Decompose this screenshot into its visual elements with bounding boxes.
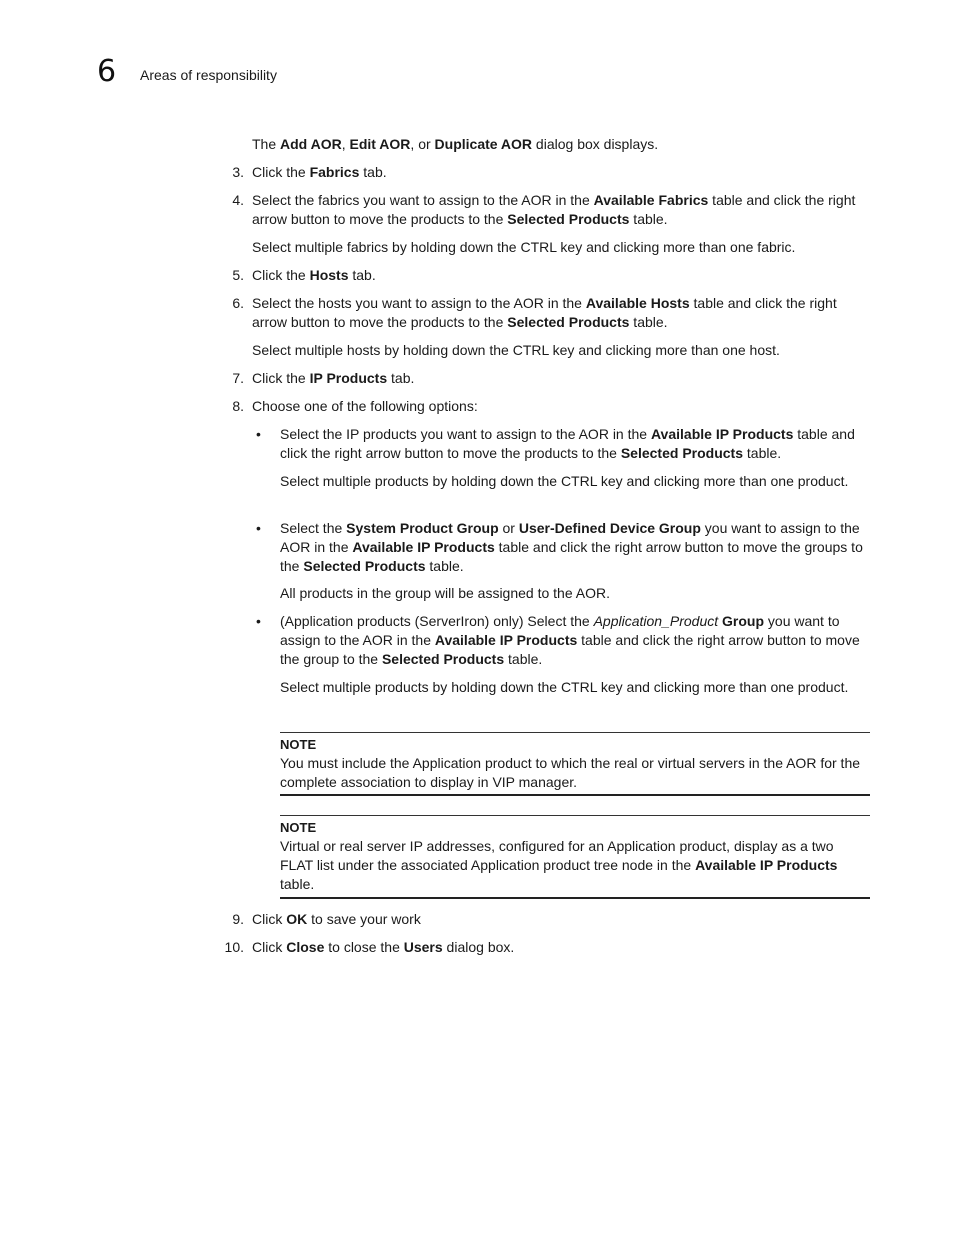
step-number: 4. bbox=[232, 192, 244, 208]
step-text: Click the Fabrics tab. bbox=[252, 164, 387, 180]
step-number: 7. bbox=[232, 370, 244, 386]
ui-term: OK bbox=[286, 911, 308, 927]
step-number: 6. bbox=[232, 295, 244, 311]
bullet-symbol: • bbox=[256, 426, 261, 442]
note-box-1 bbox=[280, 732, 870, 796]
ui-term: Duplicate AOR bbox=[434, 136, 533, 152]
ui-term: Available Fabrics bbox=[593, 192, 709, 208]
step-6-detail: Select multiple hosts by holding down the CTRL key and clicking more than one host. bbox=[252, 342, 780, 358]
chapter-number: 6 bbox=[97, 54, 117, 89]
option-3-detail: Select multiple products by holding down the CTRL key and clicking more than one product. bbox=[280, 679, 849, 695]
note-text: You must include the Application product to which the real or virtual servers in the AOR for the complete association to display in VIP manager. bbox=[280, 755, 861, 790]
bullet-text: (Application products (ServerIron) only) Select the Application_Product Group you want to assign to the AOR in the Available IP Products table and click the right arrow button to move the group to the Selected Products table. bbox=[280, 613, 860, 667]
ui-term: System Product Group bbox=[346, 520, 499, 536]
step-number: 5. bbox=[232, 267, 244, 283]
italic-term: Application_Product bbox=[593, 613, 719, 629]
intro-paragraph: The Add AOR, Edit AOR, or Duplicate AOR dialog box displays. bbox=[252, 136, 659, 152]
step-text: Click the IP Products tab. bbox=[252, 370, 415, 386]
note-label: NOTE bbox=[280, 820, 317, 835]
ui-term: Group bbox=[722, 613, 765, 629]
ui-term: Users bbox=[403, 939, 443, 955]
ui-term: Available IP Products bbox=[434, 632, 578, 648]
ui-term: Edit AOR bbox=[349, 136, 411, 152]
step-text: Choose one of the following options: bbox=[252, 398, 478, 414]
ui-term: IP Products bbox=[309, 370, 388, 386]
bullet-symbol: • bbox=[256, 520, 261, 536]
chapter-title: Areas of responsibility bbox=[140, 67, 277, 83]
ui-term: Selected Products bbox=[507, 314, 630, 330]
note-label: NOTE bbox=[280, 737, 317, 752]
ui-term: Selected Products bbox=[381, 651, 505, 667]
ui-term: Selected Products bbox=[507, 211, 630, 227]
step-number: 9. bbox=[232, 911, 244, 927]
ui-term: Fabrics bbox=[309, 164, 360, 180]
ui-term: User-Defined Device Group bbox=[518, 520, 701, 536]
step-4-detail: Select multiple fabrics by holding down the CTRL key and clicking more than one fabric. bbox=[252, 239, 796, 255]
ui-term: Add AOR bbox=[280, 136, 342, 152]
bullet-text: Select the System Product Group or User-Defined Device Group you want to assign to the AOR in the Available IP Products table and click the right arrow button to move the groups to the Selected Products table. bbox=[280, 520, 863, 574]
ui-term: Available Hosts bbox=[585, 295, 690, 311]
ui-term: Available IP Products bbox=[352, 539, 495, 555]
ui-term: Hosts bbox=[309, 267, 349, 283]
ui-term: Available IP Products bbox=[650, 426, 794, 442]
step-number: 3. bbox=[232, 164, 244, 180]
step-number: 8. bbox=[232, 398, 244, 414]
step-text: Select the fabrics you want to assign to the AOR in the Available Fabrics table and click the right arrow button to move the products to the Selected Products table. bbox=[252, 192, 856, 227]
bullet-symbol: • bbox=[256, 613, 261, 629]
option-2-detail: All products in the group will be assigned to the AOR. bbox=[280, 585, 610, 601]
step-text: Select the hosts you want to assign to the AOR in the Available Hosts table and click the right arrow button to move the products to the Selected Products table. bbox=[252, 295, 837, 330]
step-text: Click OK to save your work bbox=[252, 911, 421, 927]
ui-term: Selected Products bbox=[303, 558, 426, 574]
ui-term: Close bbox=[286, 939, 325, 955]
step-number: 10. bbox=[224, 939, 244, 955]
bullet-text: Select the IP products you want to assign to the AOR in the Available IP Products table and click the right arrow button to move the products to the Selected Products table. bbox=[280, 426, 855, 461]
note-text: Virtual or real server IP addresses, configured for an Application product, display as a two FLAT list under the associated Application product tree node in the Available IP Products table. bbox=[280, 838, 838, 892]
ui-term: Selected Products bbox=[620, 445, 743, 461]
step-text: Click the Hosts tab. bbox=[252, 267, 376, 283]
step-text: Click Close to close the Users dialog box. bbox=[252, 939, 515, 955]
ui-term: Available IP Products bbox=[695, 857, 838, 873]
note-box-2 bbox=[280, 815, 870, 899]
option-1-detail: Select multiple products by holding down the CTRL key and clicking more than one product. bbox=[280, 473, 849, 489]
